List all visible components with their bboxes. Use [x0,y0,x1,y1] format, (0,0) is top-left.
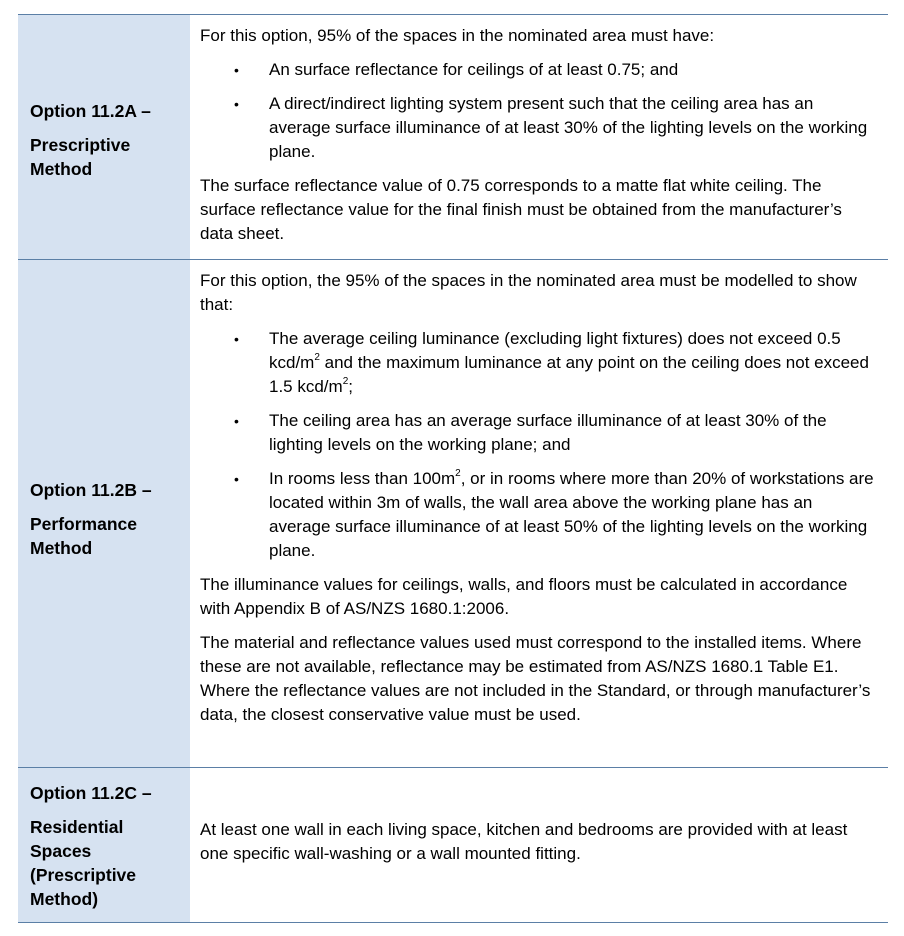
bullet-icon: • [234,331,239,347]
option-title: Prescriptive [30,135,131,155]
options-table [18,14,888,923]
option-code: Option 11.2B – [30,479,152,500]
row-label-cell [18,15,190,259]
body-paragraph: The illuminance values for ceilings, walls, and floors must be calculated in accordance with Appendix B of AS/NZS 1680.1:2006. [200,575,848,618]
row-content-cell [190,768,888,922]
body-paragraph: At least one wall in each living space, kitchen and bedrooms are provided with at least one specific wall-washing or a wall mounted fitting. [200,820,848,863]
row-content-cell [190,15,888,259]
option-title: Performance [30,513,137,534]
option-title-cont: Method) [30,889,99,909]
option-title-cont: Method [30,159,93,179]
table-row-option-11-2c [18,767,888,923]
row-content-cell [190,260,888,767]
list-item: • An surface reflectance for ceilings of at least 0.75; and [200,58,878,82]
bullet-list [200,327,878,563]
list-item: • The ceiling area has an average surface illuminance of at least 30% of the lighting levels on the working plane; and [234,411,827,454]
body-paragraph: The surface reflectance value of 0.75 corresponds to a matte flat white ceiling. The surface reflectance value for the final finish must be obtained from the manufacturer’s data sheet. [200,176,842,243]
option-title-cont: (Prescriptive [30,865,137,885]
bullet-icon: • [234,96,239,112]
option-title-cont: Spaces [30,841,92,861]
table-row-option-11-2b [18,259,888,767]
bullet-list [200,58,878,164]
list-item: • The average ceiling luminance (excluding light fixtures) does not exceed 0.5 kcd/$m^2$ and the maximum luminance at any point on the ceiling does not exceed 1.5 kcd/$m^2$; [234,329,869,396]
bullet-icon: • [234,62,239,78]
row-label-cell [18,768,190,922]
option-code: Option 11.2C – [30,783,152,803]
intro-text: For this option, 95% of the spaces in the nominated area must have: [200,26,715,45]
bullet-icon: • [234,471,239,487]
option-title-cont: Method [30,537,93,558]
option-code: Option 11.2A – [30,101,151,121]
body-paragraph: The material and reflectance values used must correspond to the installed items. Where these are not available, reflectance may be estimated from AS/NZS 1680.1 Table E1. Where the reflectance values are not included in the Standard, or through manufacturer’s data, the closest conservative value must be used. [200,633,871,724]
bullet-icon: • [234,413,239,429]
row-label-cell [18,260,190,767]
table-row-option-11-2a [18,14,888,259]
list-item: • In rooms less than $100m^2$, or in rooms where more than 20% of workstations are located within 3m of walls, the wall area above the working plane has an average surface illuminance of at least 50% of the lighting levels on the working plane. [234,468,874,560]
list-item: • A direct/indirect lighting system present such that the ceiling area has an average surface illuminance of at least 30% of the lighting levels on the working plane. [234,94,868,161]
option-title: Residential [30,817,124,837]
intro-text: For this option, the 95% of the spaces in the nominated area must be modelled to show that: [200,271,857,314]
